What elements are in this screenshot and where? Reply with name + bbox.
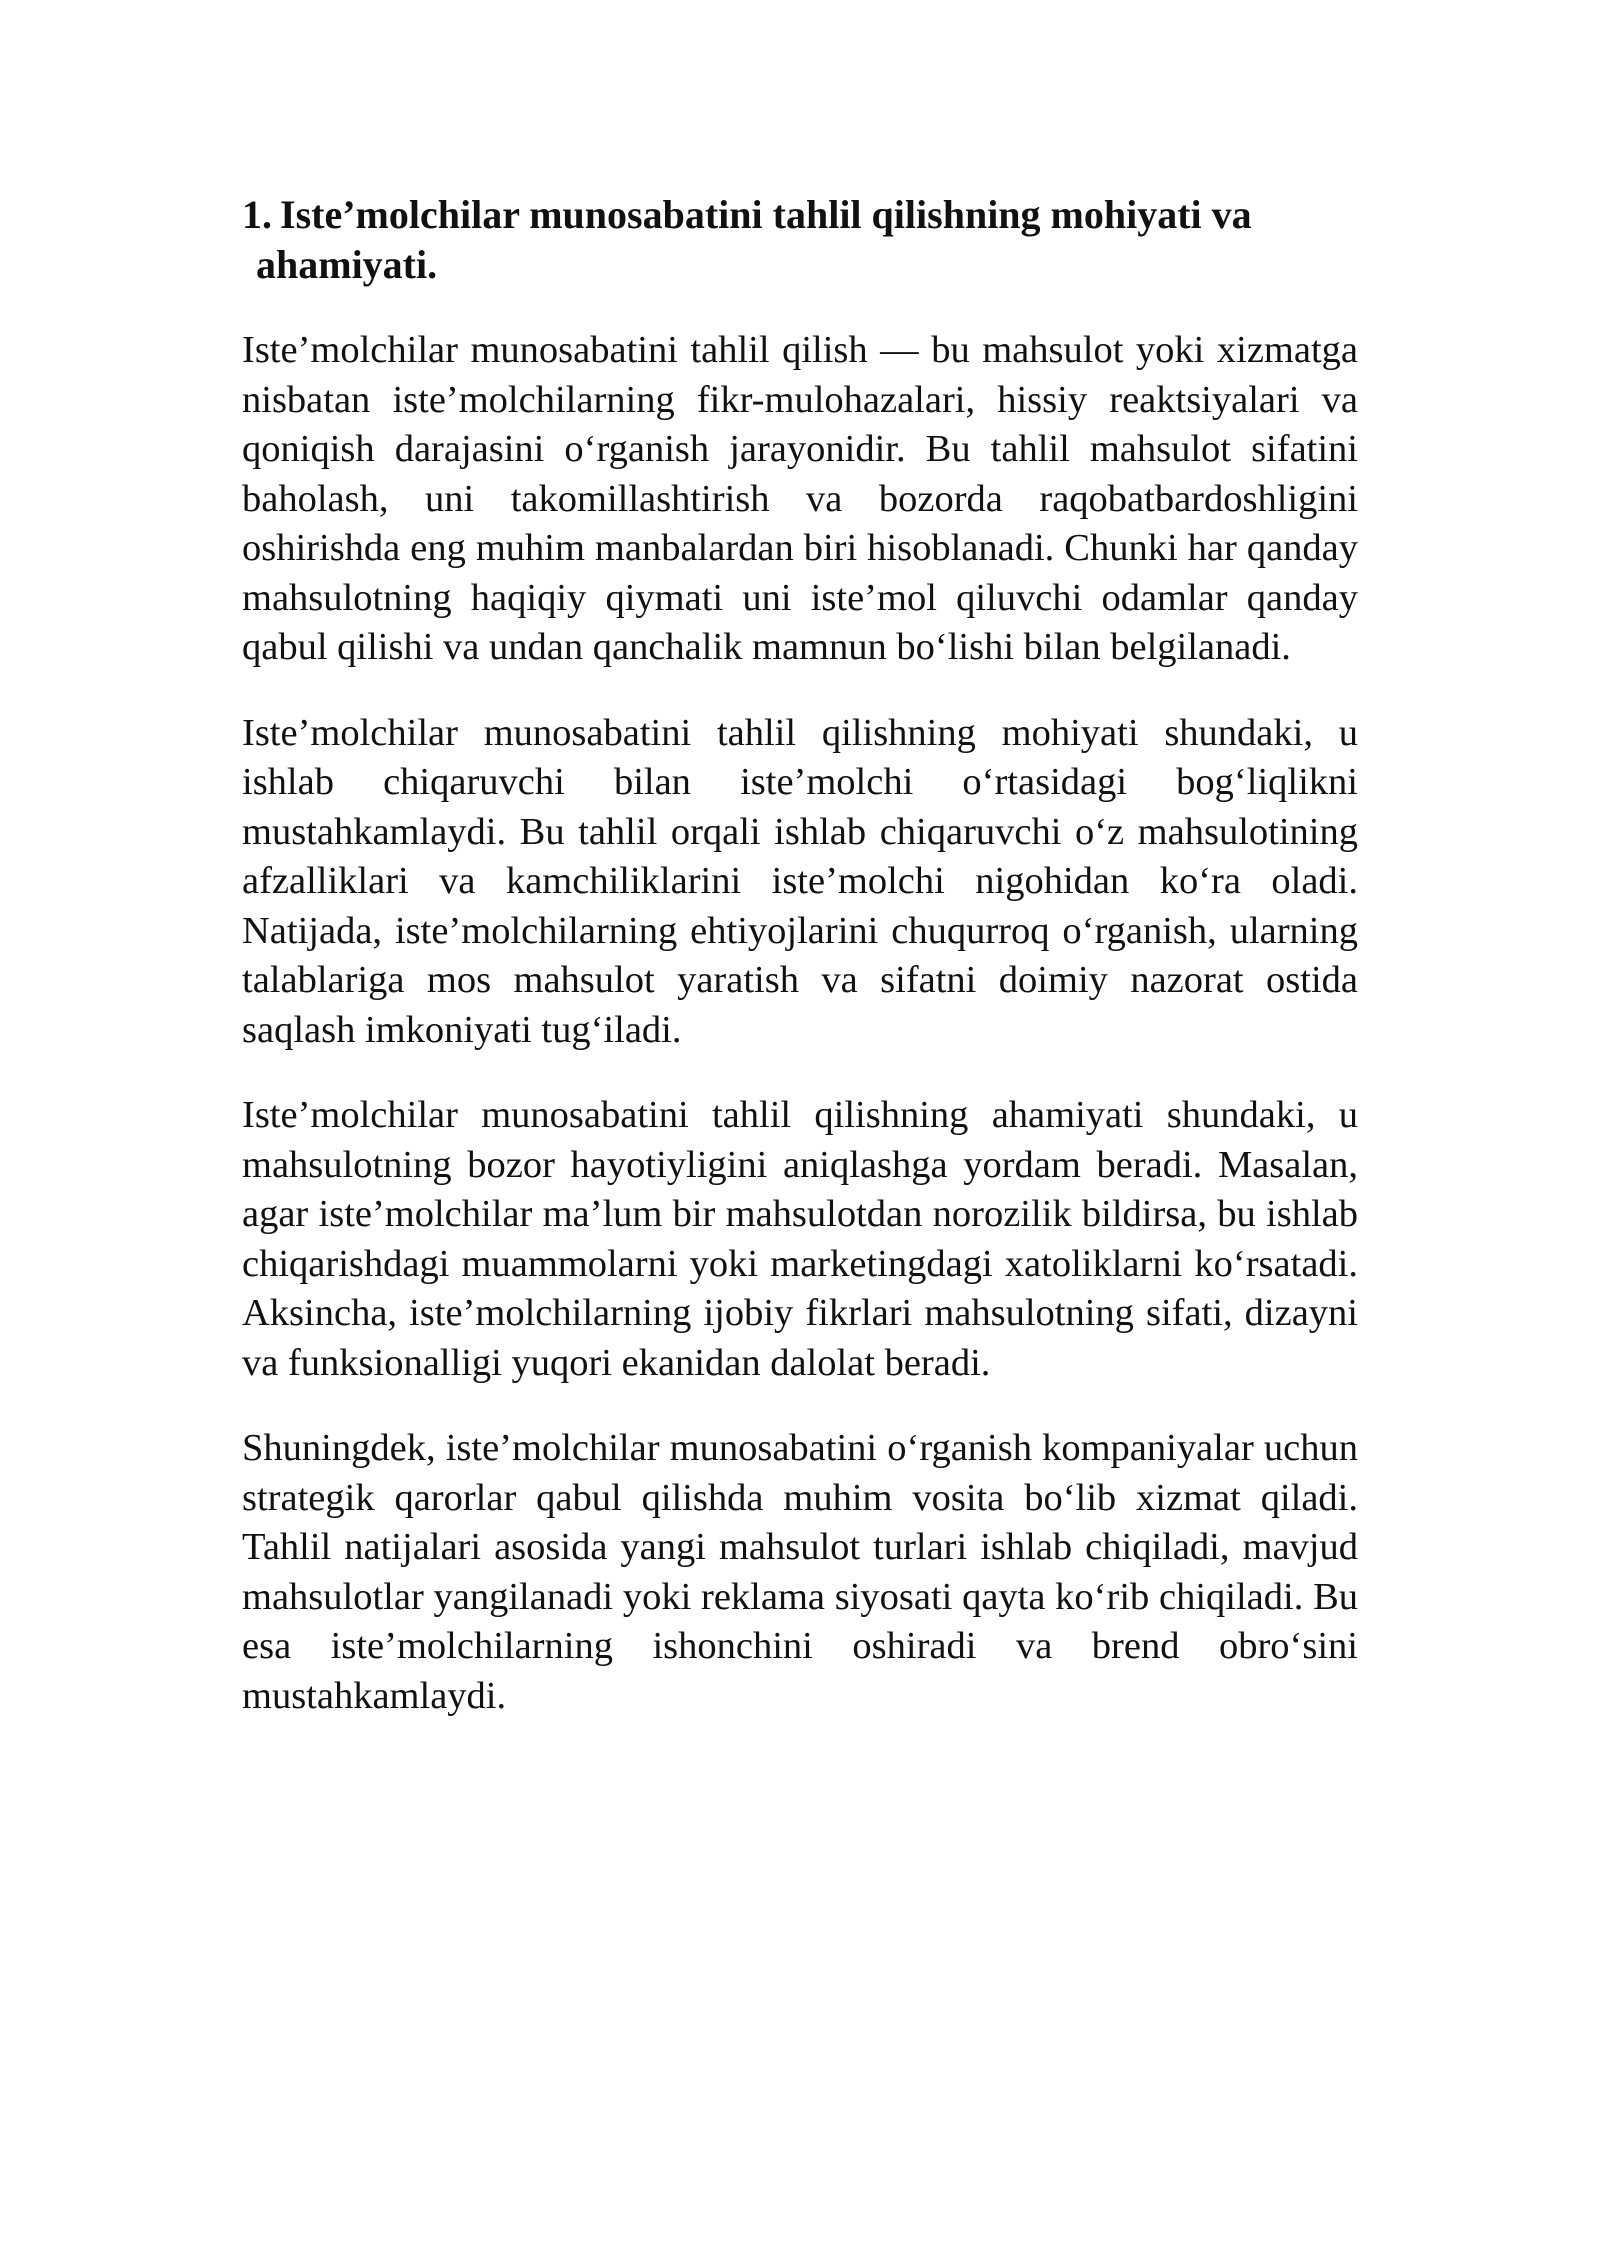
paragraph-2: Iste’molchilar munosabatini tahlil qilishning mohiyati shundaki, u ishlab chiqaruvchi bilan iste’molchi o‘rtasidagi bog‘liqlikni mustahkamlaydi. Bu tahlil orqali ishlab chiqaruvchi o‘z mahsulotining afzalliklari va kamchiliklarini iste’molchi nigohidan ko‘ra oladi. Natijada, iste’molchilarning ehtiyojlarini chuqurroq o‘rganish, ularning talablariga mos mahsulot yaratish va sifatni doimiy nazorat ostida saqlash imkoniyati tug‘iladi. bbox=[242, 711, 1358, 1051]
paragraph-3: Iste’molchilar munosabatini tahlil qilishning ahamiyati shundaki, u mahsulotning bozor hayotiyligini aniqlashga yordam beradi. Masalan, agar iste’molchilar ma’lum bir mahsulotdan norozilik bildirsa, bu ishlab chiqarishdagi muammolarni yoki marketingdagi xatoliklarni ko‘rsatadi. Aksincha, iste’molchilarning ijobiy fikrlari mahsulotning sifati, dizayni va funksionalligi yuqori ekanidan dalolat beradi. bbox=[242, 1094, 1358, 1384]
section-title-line-2: ahamiyati. bbox=[256, 242, 438, 287]
paragraph-4: Shuningdek, iste’molchilar munosabatini o‘rganish kompaniyalar uchun strategik qarorlar qabul qilishda muhim vosita bo‘lib xizmat qiladi. Tahlil natijalari asosida yangi mahsulot turlari ishlab chiqiladi, mavjud mahsulotlar yangilanadi yoki reklama siyosati qayta ko‘rib chiqiladi. Bu esa iste’molchilarning ishonchini oshiradi va brend obro‘sini mustahkamlaydi. bbox=[242, 1427, 1358, 1717]
section-title-line-1: Iste’molchilar munosabatini tahlil qilishning mohiyati va bbox=[280, 192, 1252, 237]
paragraph-1: Iste’molchilar munosabatini tahlil qilish — bu mahsulot yoki xizmatga nisbatan iste’molchilarning fikr-mulohazalari, hissiy reaktsiyalari va qoniqish darajasini o‘rganish jarayonidir. Bu tahlil mahsulot sifatini baholash, uni takomillashtirish va bozorda raqobatbardoshligini oshirishda eng muhim manbalardan biri hisoblanadi. Chunki har qanday mahsulotning haqiqiy qiymati uni iste’mol qiluvchi odamlar qanday qabul qilishi va undan qanchalik mamnun bo‘lishi bilan belgilanadi. bbox=[242, 329, 1358, 668]
document-body bbox=[242, 190, 1358, 1757]
section-number: 1. bbox=[242, 192, 272, 237]
section-heading bbox=[242, 190, 1358, 290]
